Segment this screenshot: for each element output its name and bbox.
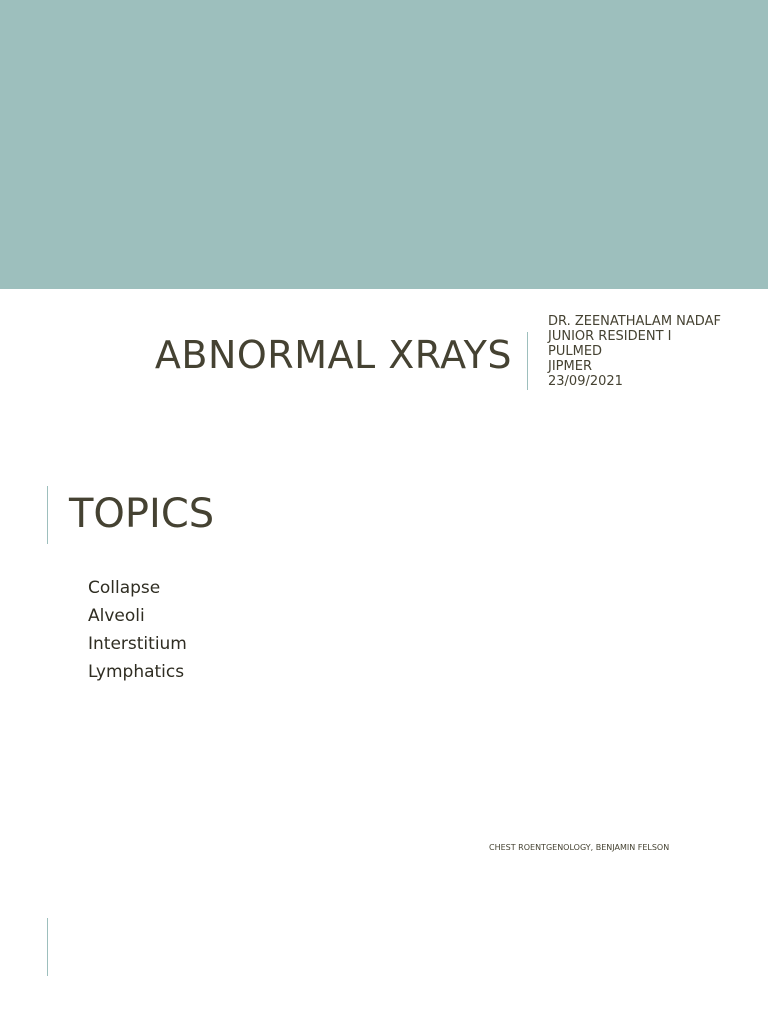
list-item: Lymphatics [88, 662, 185, 682]
presentation-date: 23/09/2021 [548, 374, 623, 389]
slide-title: ABNORMAL XRAYS [154, 333, 512, 377]
reference-footnote: CHEST ROENTGENOLOGY, BENJAMIN FELSON [489, 843, 670, 852]
title-banner [0, 0, 768, 289]
author-info [548, 314, 721, 389]
next-slide-accent-bar [47, 918, 48, 976]
topics-heading: TOPICS [69, 491, 215, 537]
author-institution: JIPMER [548, 359, 592, 374]
title-divider [527, 332, 528, 390]
list-item: Interstitium [88, 634, 187, 654]
topics-accent-bar [47, 486, 48, 544]
list-item: Alveoli [88, 606, 145, 626]
topic-list [88, 574, 187, 686]
list-item: Collapse [88, 578, 161, 598]
author-name: DR. ZEENATHALAM NADAF [548, 314, 721, 329]
author-position: JUNIOR RESIDENT I [548, 329, 672, 344]
author-department: PULMED [548, 344, 603, 359]
